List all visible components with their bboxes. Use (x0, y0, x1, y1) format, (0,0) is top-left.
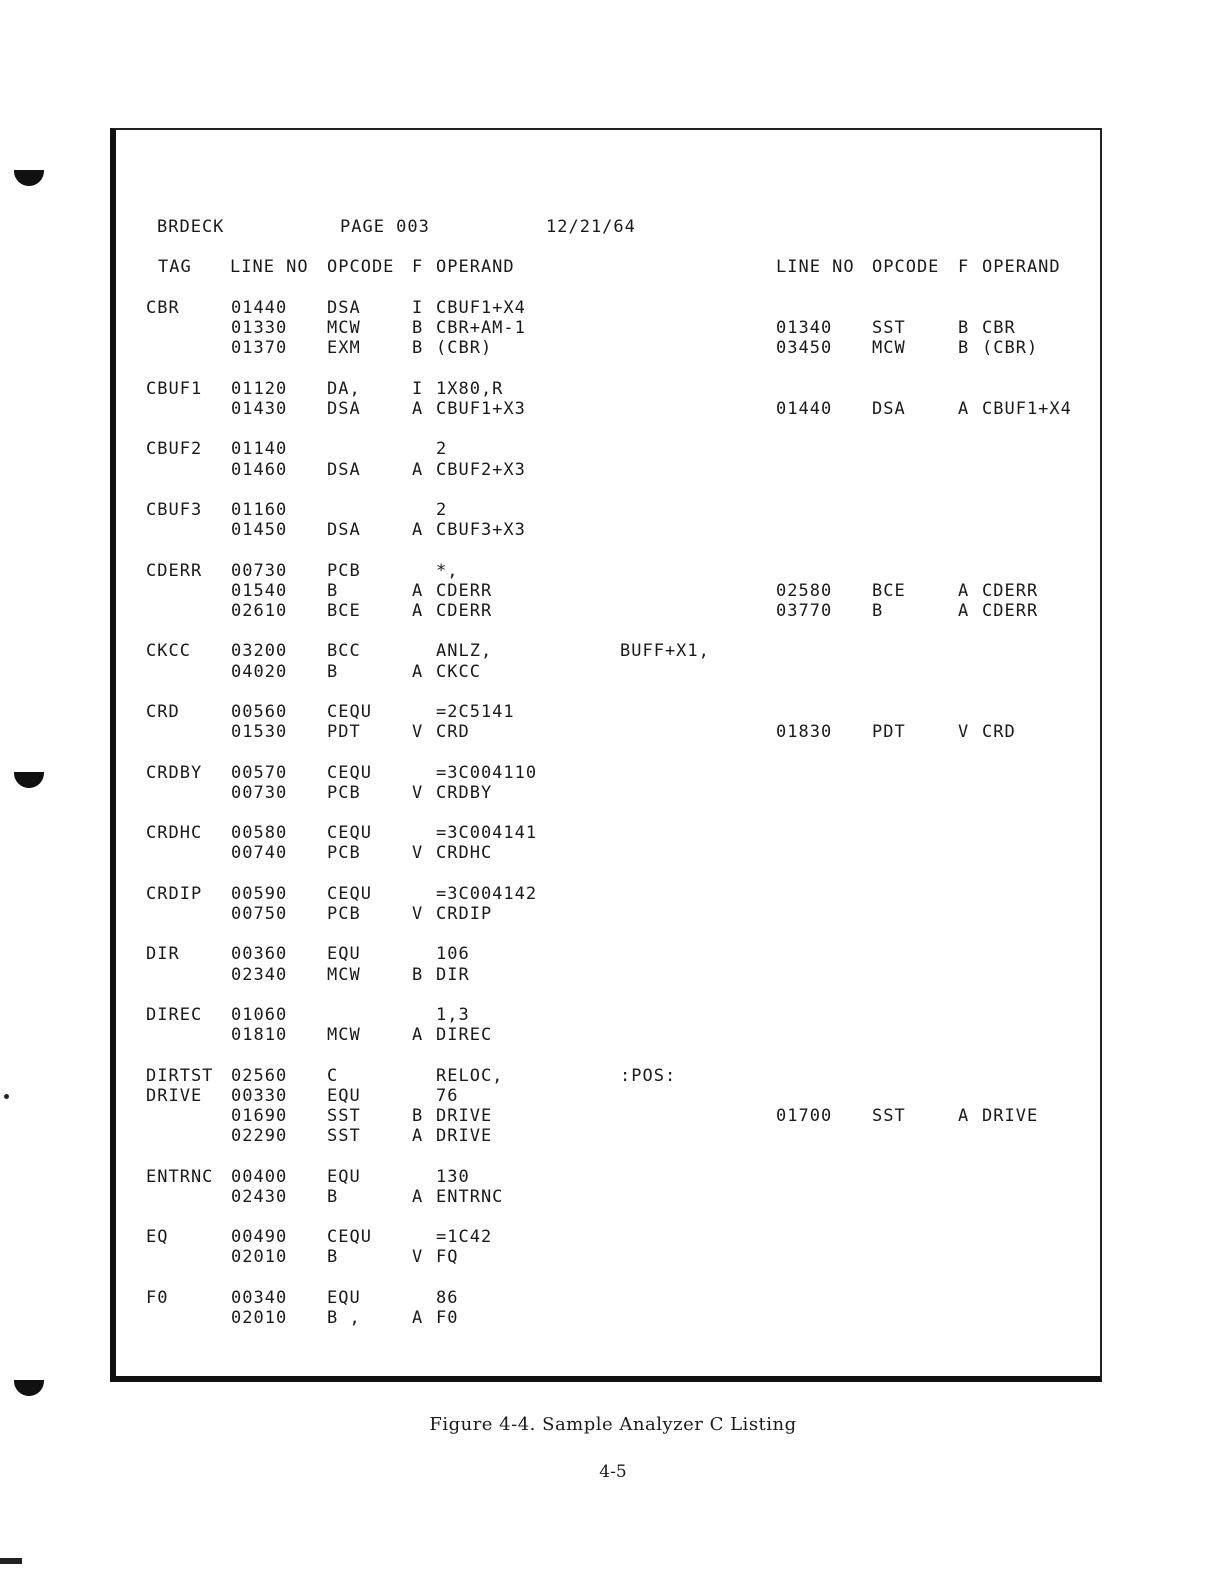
right-line-no-cell: 01440 (776, 399, 833, 419)
tag-cell: DRIVE (146, 1086, 203, 1106)
right-f-cell: A (958, 1106, 970, 1126)
line-no-cell: 00570 (231, 763, 288, 783)
operand-cell: 76 (436, 1086, 459, 1106)
right-f-cell: V (958, 722, 970, 742)
line-no-cell: 01140 (231, 439, 288, 459)
right-operand-cell: CDERR (982, 581, 1039, 601)
opcode-cell: CEQU (327, 823, 372, 843)
line-no-cell: 03200 (231, 641, 288, 661)
right-line-no-cell: 01340 (776, 318, 833, 338)
opcode-cell: MCW (327, 965, 361, 985)
tag-cell: CBUF2 (146, 439, 203, 459)
line-no-cell: 01690 (231, 1106, 288, 1126)
opcode-cell: B (327, 1247, 339, 1267)
line-no-cell: 00490 (231, 1227, 288, 1247)
f-cell: V (412, 843, 424, 863)
tag-cell: CRDBY (146, 763, 203, 783)
col-f-header: F (412, 257, 424, 277)
line-no-cell: 01440 (231, 298, 288, 318)
right-operand-cell: DRIVE (982, 1106, 1039, 1126)
f-cell: A (412, 1025, 424, 1045)
opcode-cell: DA, (327, 379, 361, 399)
line-no-cell: 00330 (231, 1086, 288, 1106)
line-no-cell: 00730 (231, 561, 288, 581)
operand-cell: F0 (436, 1308, 459, 1328)
line-no-cell: 02290 (231, 1126, 288, 1146)
right-line-no-cell: 03770 (776, 601, 833, 621)
operand-cell: RELOC, (436, 1066, 504, 1086)
opcode-cell: CEQU (327, 763, 372, 783)
right-opcode-cell: MCW (872, 338, 906, 358)
line-no-cell: 01450 (231, 520, 288, 540)
operand-cell: =3C004141 (436, 823, 538, 843)
operand-cell: CBUF3+X3 (436, 520, 526, 540)
right-f-cell: B (958, 318, 970, 338)
f-cell: I (412, 379, 424, 399)
operand-cell: CRDBY (436, 783, 493, 803)
opcode-cell: B , (327, 1308, 361, 1328)
line-no-cell: 02430 (231, 1187, 288, 1207)
col-opcode-header: OPCODE (327, 257, 395, 277)
operand-cell: 86 (436, 1288, 459, 1308)
line-no-cell: 02340 (231, 965, 288, 985)
binder-hole-mark (14, 772, 44, 788)
line-no-cell: 00730 (231, 783, 288, 803)
operand-cell: CBUF1+X4 (436, 298, 526, 318)
opcode-cell: DSA (327, 460, 361, 480)
listing-date: 12/21/64 (546, 217, 636, 237)
line-no-cell: 01370 (231, 338, 288, 358)
tag-cell: CRD (146, 702, 180, 722)
right-f-cell: A (958, 399, 970, 419)
tag-cell: CBUF1 (146, 379, 203, 399)
line-no-cell: 00740 (231, 843, 288, 863)
line-no-cell: 02010 (231, 1247, 288, 1267)
right-opcode-cell: SST (872, 318, 906, 338)
opcode-cell: B (327, 1187, 339, 1207)
tag-cell: DIREC (146, 1005, 203, 1025)
right-f-cell: A (958, 601, 970, 621)
operand-extra-cell: :POS: (620, 1066, 677, 1086)
right-f-cell: A (958, 581, 970, 601)
line-no-cell: 02560 (231, 1066, 288, 1086)
right-line-no-cell: 03450 (776, 338, 833, 358)
opcode-cell: B (327, 662, 339, 682)
line-no-cell: 00580 (231, 823, 288, 843)
operand-cell: =3C004110 (436, 763, 538, 783)
operand-cell: DRIVE (436, 1126, 493, 1146)
line-no-cell: 00560 (231, 702, 288, 722)
right-line-no-cell: 01700 (776, 1106, 833, 1126)
operand-cell: 130 (436, 1167, 470, 1187)
opcode-cell: PDT (327, 722, 361, 742)
opcode-cell: PCB (327, 561, 361, 581)
binder-hole-mark (14, 1380, 44, 1396)
right-opcode-cell: B (872, 601, 884, 621)
opcode-cell: SST (327, 1126, 361, 1146)
opcode-cell: EQU (327, 944, 361, 964)
opcode-cell: C (327, 1066, 339, 1086)
operand-cell: 2 (436, 439, 448, 459)
right-line-no-cell: 02580 (776, 581, 833, 601)
tag-cell: CKCC (146, 641, 191, 661)
right-opcode-cell: PDT (872, 722, 906, 742)
opcode-cell: CEQU (327, 884, 372, 904)
line-no-cell: 01160 (231, 500, 288, 520)
tag-cell: DIR (146, 944, 180, 964)
f-cell: A (412, 1187, 424, 1207)
tag-cell: DIRTST (146, 1066, 214, 1086)
f-cell: A (412, 1308, 424, 1328)
opcode-cell: CEQU (327, 1227, 372, 1247)
line-no-cell: 01330 (231, 318, 288, 338)
figure-caption: Figure 4-4. Sample Analyzer C Listing (429, 1414, 797, 1435)
line-no-cell: 01460 (231, 460, 288, 480)
f-cell: V (412, 1247, 424, 1267)
f-cell: V (412, 722, 424, 742)
tag-cell: ENTRNC (146, 1167, 214, 1187)
opcode-cell: DSA (327, 399, 361, 419)
line-no-cell: 01430 (231, 399, 288, 419)
f-cell: V (412, 904, 424, 924)
deck-name: BRDECK (157, 217, 225, 237)
right-operand-cell: CBUF1+X4 (982, 399, 1072, 419)
f-cell: V (412, 783, 424, 803)
operand-cell: CDERR (436, 601, 493, 621)
tag-cell: CRDIP (146, 884, 203, 904)
operand-cell: =3C004142 (436, 884, 538, 904)
opcode-cell: MCW (327, 318, 361, 338)
line-no-cell: 01120 (231, 379, 288, 399)
operand-cell: ENTRNC (436, 1187, 504, 1207)
opcode-cell: PCB (327, 904, 361, 924)
col-line-header: LINE NO (230, 257, 309, 277)
operand-cell: CRDHC (436, 843, 493, 863)
operand-cell: CDERR (436, 581, 493, 601)
operand-extra-cell: BUFF+X1, (620, 641, 710, 661)
f-cell: B (412, 318, 424, 338)
opcode-cell: B (327, 581, 339, 601)
opcode-cell: EQU (327, 1167, 361, 1187)
operand-cell: *, (436, 561, 459, 581)
tag-cell: EQ (146, 1227, 169, 1247)
line-no-cell: 00400 (231, 1167, 288, 1187)
right-col-f-header: F (958, 257, 970, 277)
tag-cell: CRDHC (146, 823, 203, 843)
opcode-cell: PCB (327, 843, 361, 863)
operand-cell: =1C42 (436, 1227, 493, 1247)
f-cell: B (412, 965, 424, 985)
operand-cell: =2C5141 (436, 702, 515, 722)
line-no-cell: 04020 (231, 662, 288, 682)
operand-cell: CBUF2+X3 (436, 460, 526, 480)
f-cell: A (412, 581, 424, 601)
operand-cell: 2 (436, 500, 448, 520)
opcode-cell: EQU (327, 1288, 361, 1308)
binder-hole-mark (14, 170, 44, 186)
operand-cell: FQ (436, 1247, 459, 1267)
operand-cell: 106 (436, 944, 470, 964)
edge-speck (4, 1094, 9, 1099)
f-cell: I (412, 298, 424, 318)
col-operand-header: OPERAND (436, 257, 515, 277)
f-cell: B (412, 338, 424, 358)
line-no-cell: 02610 (231, 601, 288, 621)
tag-cell: CDERR (146, 561, 203, 581)
page-number: 4-5 (599, 1462, 627, 1482)
f-cell: A (412, 601, 424, 621)
right-opcode-cell: BCE (872, 581, 906, 601)
operand-cell: CKCC (436, 662, 481, 682)
operand-cell: CBUF1+X3 (436, 399, 526, 419)
right-opcode-cell: SST (872, 1106, 906, 1126)
opcode-cell: MCW (327, 1025, 361, 1045)
line-no-cell: 01540 (231, 581, 288, 601)
col-tag-header: TAG (158, 257, 192, 277)
operand-cell: CBR+AM-1 (436, 318, 526, 338)
right-operand-cell: (CBR) (982, 338, 1039, 358)
line-no-cell: 01060 (231, 1005, 288, 1025)
operand-cell: 1,3 (436, 1005, 470, 1025)
right-operand-cell: CRD (982, 722, 1016, 742)
line-no-cell: 00360 (231, 944, 288, 964)
right-col-operand-header: OPERAND (982, 257, 1061, 277)
line-no-cell: 00340 (231, 1288, 288, 1308)
right-col-opcode-header: OPCODE (872, 257, 940, 277)
edge-speck (0, 1558, 22, 1564)
operand-cell: DRIVE (436, 1106, 493, 1126)
f-cell: A (412, 520, 424, 540)
operand-cell: DIREC (436, 1025, 493, 1045)
line-no-cell: 02010 (231, 1308, 288, 1328)
tag-cell: F0 (146, 1288, 169, 1308)
right-line-no-cell: 01830 (776, 722, 833, 742)
line-no-cell: 00750 (231, 904, 288, 924)
opcode-cell: CEQU (327, 702, 372, 722)
operand-cell: DIR (436, 965, 470, 985)
operand-cell: CRDIP (436, 904, 493, 924)
opcode-cell: DSA (327, 298, 361, 318)
opcode-cell: SST (327, 1106, 361, 1126)
opcode-cell: BCC (327, 641, 361, 661)
tag-cell: CBUF3 (146, 500, 203, 520)
right-f-cell: B (958, 338, 970, 358)
operand-cell: (CBR) (436, 338, 493, 358)
opcode-cell: PCB (327, 783, 361, 803)
f-cell: A (412, 460, 424, 480)
opcode-cell: EXM (327, 338, 361, 358)
tag-cell: CBR (146, 298, 180, 318)
line-no-cell: 01810 (231, 1025, 288, 1045)
f-cell: A (412, 1126, 424, 1146)
right-opcode-cell: DSA (872, 399, 906, 419)
opcode-cell: DSA (327, 520, 361, 540)
right-operand-cell: CDERR (982, 601, 1039, 621)
right-col-line-header: LINE NO (776, 257, 855, 277)
line-no-cell: 00590 (231, 884, 288, 904)
f-cell: A (412, 399, 424, 419)
opcode-cell: BCE (327, 601, 361, 621)
right-operand-cell: CBR (982, 318, 1016, 338)
page-label: PAGE 003 (340, 217, 430, 237)
operand-cell: CRD (436, 722, 470, 742)
opcode-cell: EQU (327, 1086, 361, 1106)
operand-cell: ANLZ, (436, 641, 493, 661)
operand-cell: 1X80,R (436, 379, 504, 399)
line-no-cell: 01530 (231, 722, 288, 742)
f-cell: B (412, 1106, 424, 1126)
f-cell: A (412, 662, 424, 682)
